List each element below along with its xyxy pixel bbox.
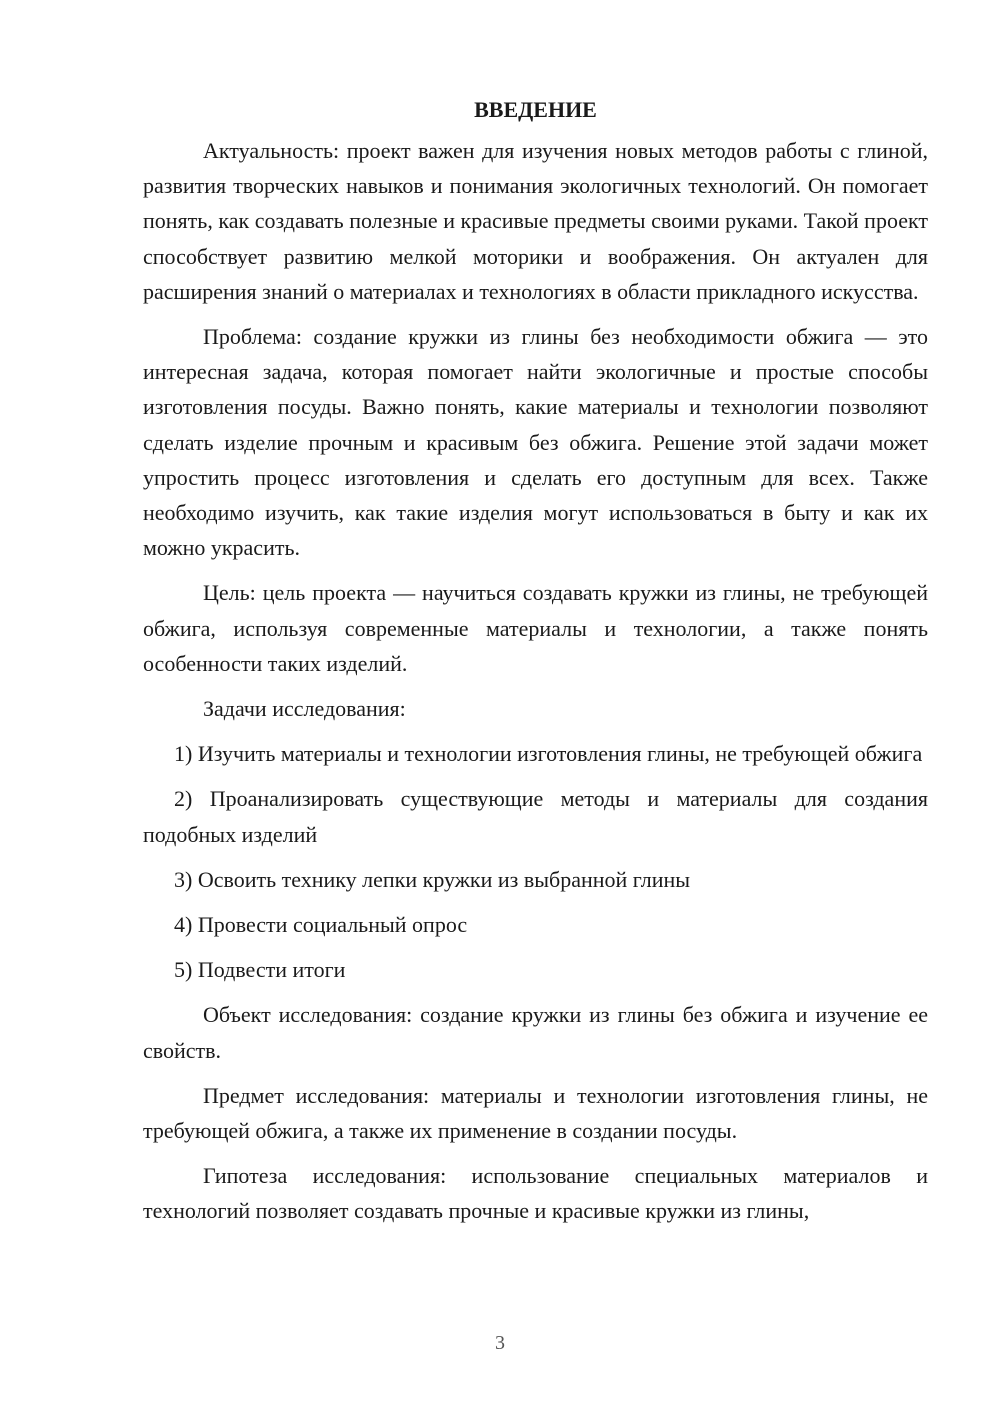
object-paragraph: Объект исследования: создание кружки из глины без обжига и изучение ее свойств. [143, 1002, 928, 1063]
task-item-1: 1) Изучить материалы и технологии изготовления глины, не требующей обжига [174, 741, 923, 767]
relevance-paragraph: Актуальность: проект важен для изучения новых методов работы с глиной, развития творческих навыков и понимания экологичных технологий. Он помогает понять, как создавать полезные и красивые предметы своими руками. Такой проект способствует развитию мелкой моторики и воображения. Он актуален для расширения знаний о материалах и технологиях в области прикладного искусства. [143, 138, 928, 304]
tasks-title: Задачи исследования: [203, 696, 406, 722]
task-item-5: 5) Подвести итоги [174, 957, 346, 983]
task-item-2: 2) Проанализировать существующие методы и материалы для создания подобных изделий [143, 786, 928, 847]
subject-paragraph: Предмет исследования: материалы и технологии изготовления глины, не требующей обжига, а также их применение в создании посуды. [143, 1082, 928, 1144]
problem-paragraph: Проблема: создание кружки из глины без необходимости обжига — это интересная задача, которая помогает найти экологичные и простые способы изготовления посуды. Важно понять, какие материалы и технологии позволяют сделать изделие прочным и красивым без обжига. Решение этой задачи может упростить процесс изготовления и сделать его доступным для всех. Также необходимо изучить, как такие изделия могут использоваться в быту и как их можно украсить. [143, 324, 928, 561]
task-item-3: 3) Освоить технику лепки кружки из выбранной глины [174, 866, 691, 892]
goal-paragraph: Цель: цель проекта — научиться создавать кружки из глины, не требующей обжига, используя современные материалы и технологии, а также понять особенности таких изделий. [143, 580, 928, 676]
page-number: 3 [495, 1332, 505, 1354]
hypothesis-paragraph: Гипотеза исследования: использование специальных материалов и технологий позволяет создавать прочные и красивые кружки из глины, [143, 1163, 928, 1224]
document-page [143, 92, 928, 1239]
section-heading: ВВЕДЕНИЕ [474, 97, 597, 122]
task-item-4: 4) Провести социальный опрос [174, 912, 468, 938]
